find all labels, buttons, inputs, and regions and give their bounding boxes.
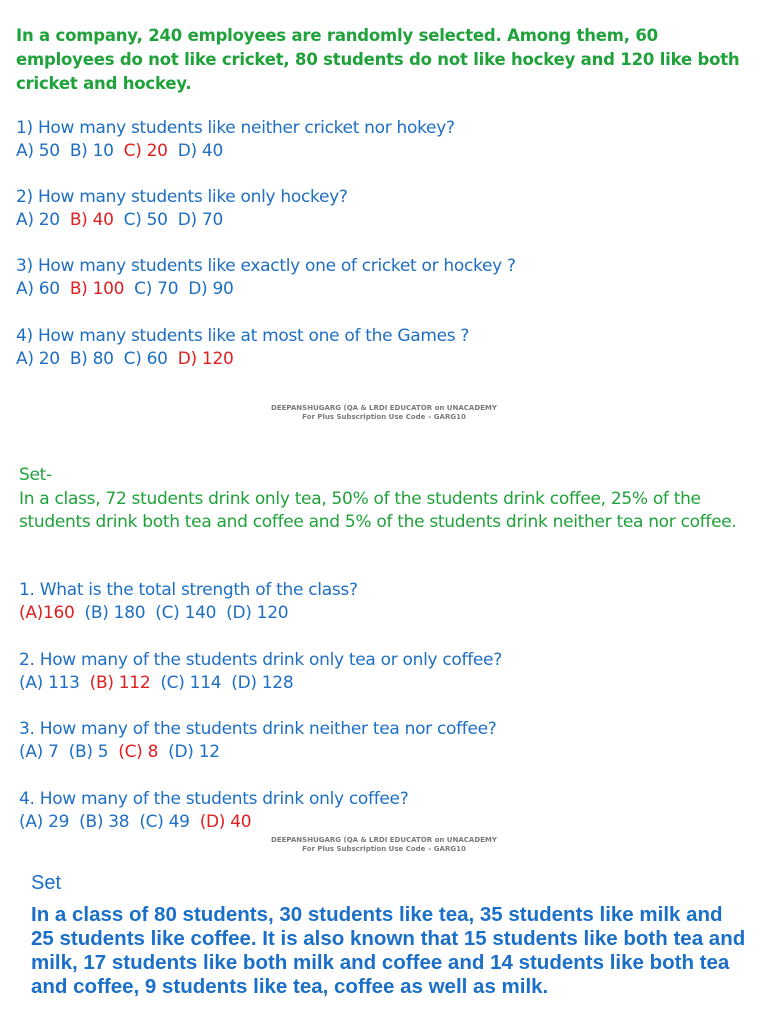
correct-option: (C) 8 xyxy=(118,742,159,762)
options-row xyxy=(16,348,756,371)
set2-header xyxy=(19,464,759,535)
option: (C) 49 xyxy=(139,812,190,832)
set2-question-2 xyxy=(19,649,759,695)
option: (A) 7 xyxy=(19,742,59,762)
option: B) 10 xyxy=(69,141,114,161)
option: D) 70 xyxy=(177,210,223,230)
options-row xyxy=(19,672,759,695)
options-row xyxy=(16,209,756,232)
option: (B) 180 xyxy=(84,603,146,623)
set3 xyxy=(31,870,751,999)
set2-intro: In a class, 72 students drink only tea, 50% of the students drink coffee, 25% of the students drink both tea and coffee and 5% of the students drink neither tea nor coffee. xyxy=(19,488,737,532)
set2-question-1 xyxy=(19,579,759,625)
set3-paragraph: In a class of 80 students, 30 students like tea, 35 students like milk and 25 students like coffee. It is also known that 15 students like both tea and milk, 17 students like both milk and coffee and 14 students like both tea and coffee, 9 students like tea, coffee as well as milk. xyxy=(31,903,746,998)
option: C) 50 xyxy=(123,210,168,230)
option: (A) 29 xyxy=(19,812,70,832)
watermark-line-1: DEEPANSHUGARG (QA & LRDI EDUCATOR on UNACADEMY xyxy=(271,836,497,844)
option: (B) 5 xyxy=(68,742,109,762)
option: (B) 38 xyxy=(79,812,130,832)
option: A) 50 xyxy=(16,141,60,161)
options-row xyxy=(19,741,759,764)
option: A) 60 xyxy=(16,279,60,299)
question-text: 3) How many students like exactly one of cricket or hockey ? xyxy=(16,256,516,276)
option: D) 90 xyxy=(188,279,234,299)
set1-question-3 xyxy=(16,255,756,301)
question-text: 4) How many students like at most one of the Games ? xyxy=(16,326,470,346)
correct-option: (D) 40 xyxy=(199,812,252,832)
options-row xyxy=(16,140,756,163)
question-text: 4. How many of the students drink only coffee? xyxy=(19,789,409,809)
watermark-line-1: DEEPANSHUGARG (QA & LRDI EDUCATOR on UNACADEMY xyxy=(271,404,497,412)
correct-option: B) 40 xyxy=(69,210,114,230)
option: (D) 120 xyxy=(226,603,289,623)
option: (C) 140 xyxy=(155,603,217,623)
question-text: 1) How many students like neither cricket nor hokey? xyxy=(16,118,455,138)
question-text: 3. How many of the students drink neither tea nor coffee? xyxy=(19,719,497,739)
set2-question-3 xyxy=(19,718,759,764)
question-text: 2) How many students like only hockey? xyxy=(16,187,348,207)
watermark-line-2: For Plus Subscription Use Code – GARG10 xyxy=(302,413,466,421)
option: (D) 128 xyxy=(231,673,294,693)
option: (C) 114 xyxy=(160,673,222,693)
correct-option: D) 120 xyxy=(177,349,234,369)
correct-option: (B) 112 xyxy=(89,673,151,693)
question-text: 2. How many of the students drink only tea or only coffee? xyxy=(19,650,502,670)
option: D) 40 xyxy=(177,141,223,161)
set1-intro: In a company, 240 employees are randomly selected. Among them, 60 employees do not like cricket, 80 students do not like hockey and 120 like both cricket and hockey. xyxy=(16,26,740,93)
set1-question-2 xyxy=(16,186,756,232)
option: (A) 113 xyxy=(19,673,80,693)
set1-question-4 xyxy=(16,325,756,371)
option: C) 70 xyxy=(134,279,179,299)
set2-question-4 xyxy=(19,788,759,834)
watermark xyxy=(0,404,768,422)
options-row xyxy=(19,811,759,834)
option: B) 80 xyxy=(69,349,114,369)
set3-heading: Set xyxy=(31,872,62,894)
watermark-line-2: For Plus Subscription Use Code – GARG10 xyxy=(302,845,466,853)
set1-question-1 xyxy=(16,117,756,163)
question-text: 1. What is the total strength of the class? xyxy=(19,580,358,600)
correct-option: C) 20 xyxy=(123,141,168,161)
option: (D) 12 xyxy=(168,742,220,762)
option: A) 20 xyxy=(16,349,60,369)
correct-option: (A)160 xyxy=(19,603,75,623)
options-row xyxy=(19,602,759,625)
set2-heading: Set- xyxy=(19,465,52,485)
correct-option: B) 100 xyxy=(69,279,125,299)
options-row xyxy=(16,278,756,301)
option: A) 20 xyxy=(16,210,60,230)
watermark-2 xyxy=(0,836,768,854)
option: C) 60 xyxy=(123,349,168,369)
